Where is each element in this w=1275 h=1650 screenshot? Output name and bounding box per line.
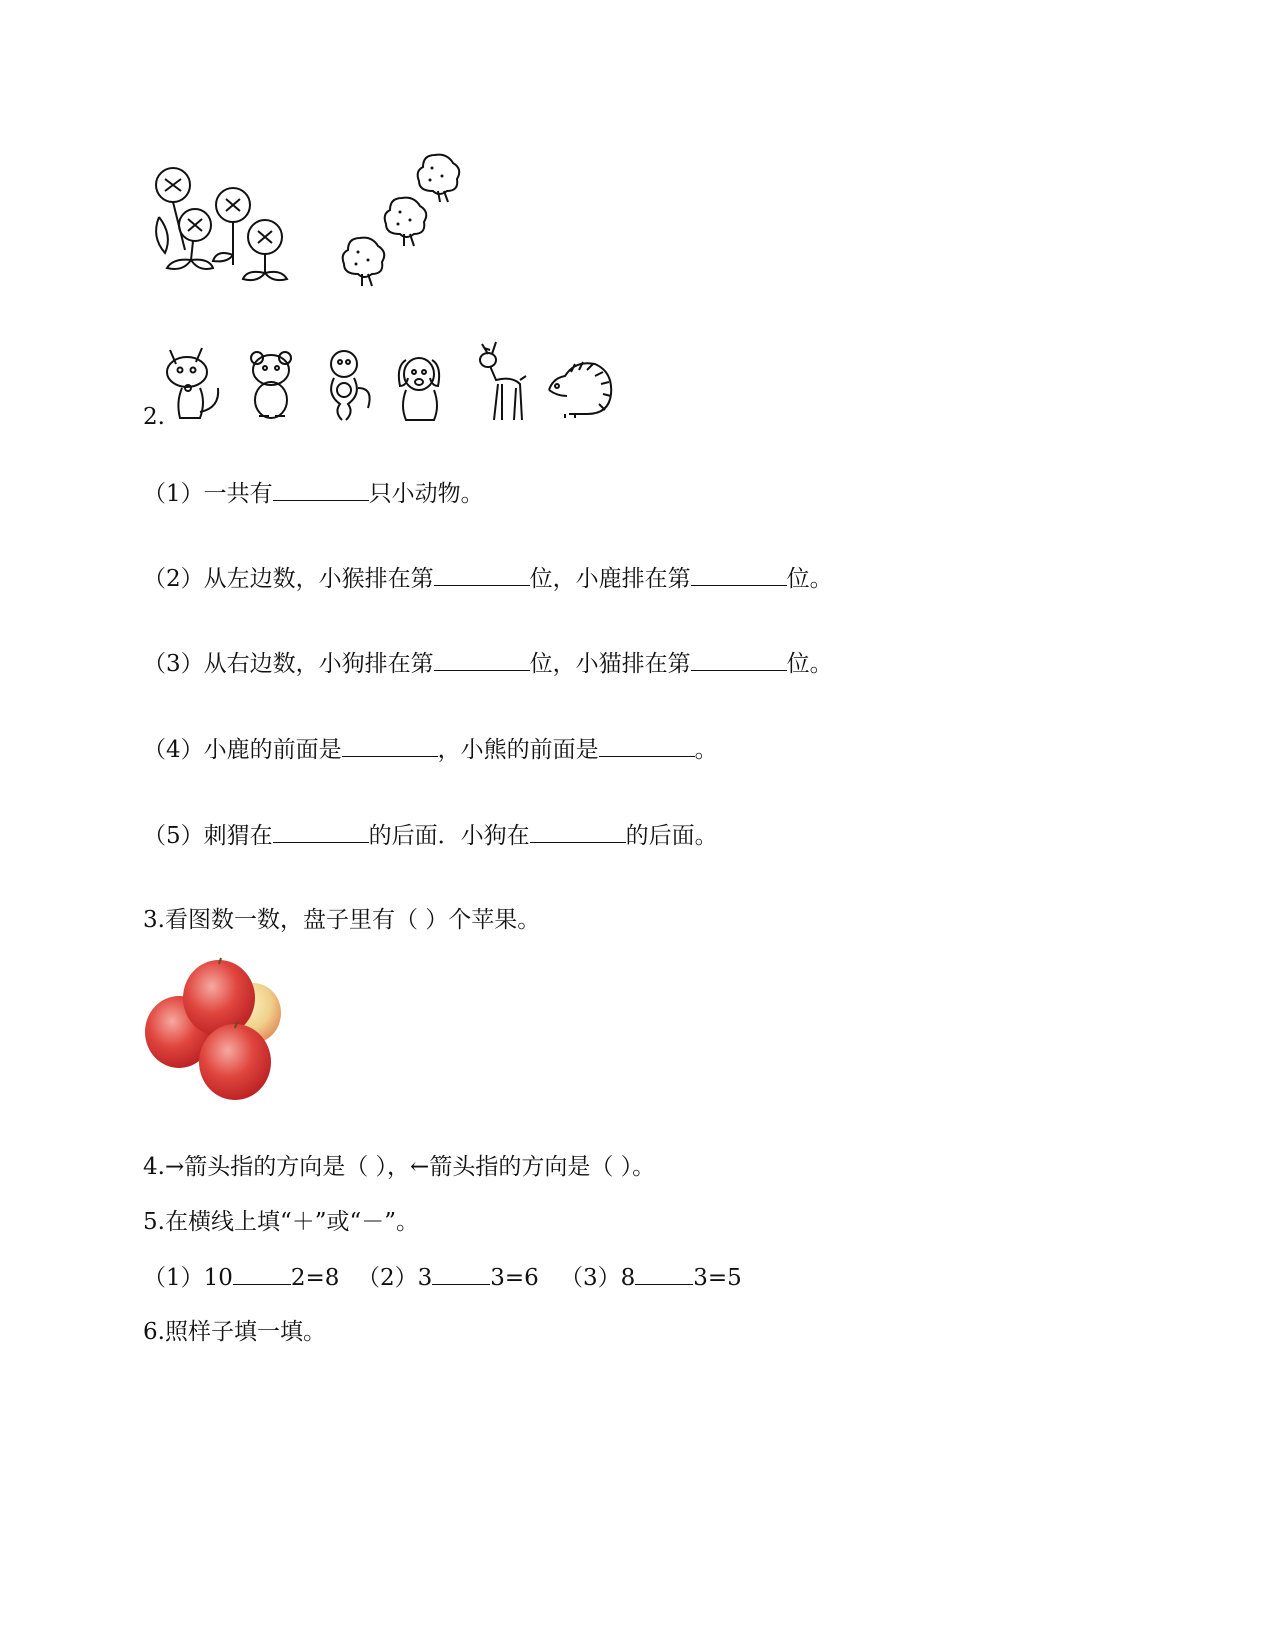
question-3-text: 3.看图数一数，盘子里有（ ）个苹果。 <box>143 907 541 933</box>
q2-item-4-suffix: 。 <box>694 737 718 763</box>
q5-item-3-label: （3）8 <box>560 1265 636 1291</box>
q2-item-1 <box>143 478 484 509</box>
q5-item-3-rest: 3=5 <box>693 1265 742 1291</box>
hedgehog-icon <box>545 358 615 420</box>
q2-item-2-mid: 位，小鹿排在第 <box>529 566 691 592</box>
animal-row <box>160 340 620 425</box>
question-4 <box>143 1152 655 1182</box>
q2-item-3-suffix: 位。 <box>786 651 833 677</box>
q2-item-2 <box>143 563 833 594</box>
answer-blank[interactable] <box>434 563 530 586</box>
q2-item-1-suffix: 只小动物。 <box>368 481 484 507</box>
q5-item-2 <box>357 1262 539 1293</box>
q5-item-3 <box>560 1262 742 1293</box>
right-arrow-icon: → <box>164 1154 185 1180</box>
question-4-number: 4. <box>143 1154 165 1180</box>
dog-icon <box>392 352 452 424</box>
cat-icon <box>160 340 230 422</box>
q2-item-3-prefix: （3）从右边数，小狗排在第 <box>143 651 434 677</box>
answer-blank[interactable] <box>434 648 530 671</box>
answer-blank[interactable] <box>342 734 438 757</box>
question-4-part-b: 箭头指的方向是（ ）。 <box>429 1154 656 1180</box>
tree-row-icon <box>340 150 470 290</box>
answer-blank[interactable] <box>273 820 369 843</box>
question-6-title: 6.照样子填一填。 <box>143 1319 326 1345</box>
question-5-title: 5.在横线上填“＋”或“－”。 <box>143 1209 419 1235</box>
q2-item-3-mid: 位，小猫排在第 <box>529 651 691 677</box>
q2-item-1-prefix: （1）一共有 <box>143 481 273 507</box>
q5-item-2-rest: 3=6 <box>490 1265 539 1291</box>
q2-item-2-prefix: （2）从左边数，小猴排在第 <box>143 566 434 592</box>
q5-item-1-label: （1）10 <box>143 1265 233 1291</box>
operator-blank[interactable] <box>233 1262 291 1285</box>
q2-item-3 <box>143 648 833 679</box>
question-2-number: 2. <box>143 404 165 430</box>
q2-item-4 <box>143 734 718 765</box>
q5-item-1-rest: 2=8 <box>290 1265 340 1291</box>
monkey-icon <box>320 348 375 424</box>
deer-icon <box>470 340 530 422</box>
bear-icon <box>245 348 300 424</box>
flower-cluster-icon <box>145 155 295 285</box>
q2-item-5-mid: 的后面．小狗在 <box>368 823 530 849</box>
answer-blank[interactable] <box>691 648 787 671</box>
operator-blank[interactable] <box>635 1262 693 1285</box>
q2-item-2-suffix: 位。 <box>786 566 833 592</box>
left-arrow-icon: ← <box>410 1154 430 1180</box>
apples-icon <box>143 958 281 1104</box>
q2-item-4-mid: ，小熊的前面是 <box>437 737 599 763</box>
q2-item-5-prefix: （5）刺猬在 <box>143 823 273 849</box>
question-4-part-a: 箭头指的方向是（ ）， <box>184 1154 411 1180</box>
q5-item-2-label: （2）3 <box>357 1265 433 1291</box>
answer-blank[interactable] <box>599 734 695 757</box>
q2-item-5 <box>143 820 718 851</box>
answer-blank[interactable] <box>691 563 787 586</box>
answer-blank[interactable] <box>273 478 369 501</box>
q2-item-5-suffix: 的后面。 <box>625 823 718 849</box>
operator-blank[interactable] <box>432 1262 490 1285</box>
q2-item-4-prefix: （4）小鹿的前面是 <box>143 737 342 763</box>
q5-item-1 <box>143 1262 339 1293</box>
answer-blank[interactable] <box>530 820 626 843</box>
